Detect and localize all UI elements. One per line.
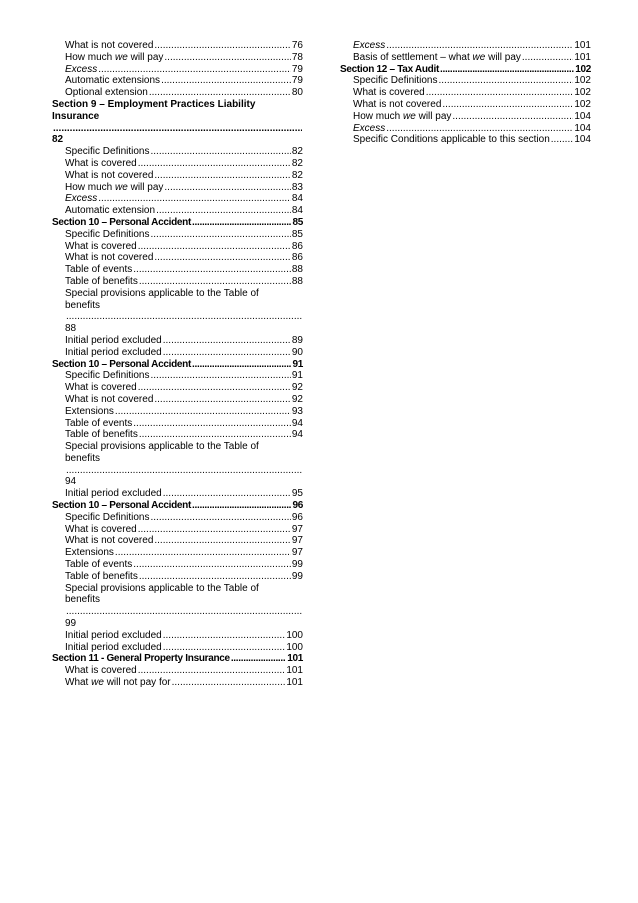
toc-entry [52,52,303,64]
toc-entry-title [65,52,163,64]
title-text: What is covered [65,382,137,394]
title-text: What is covered [65,157,137,169]
toc-entry [52,193,303,205]
toc-entry [52,488,303,500]
toc-entry-title [65,146,149,158]
title-text: What is not covered [65,40,154,51]
dot-leader [154,535,291,547]
dot-leader [98,64,291,76]
toc-entry-title [353,123,385,135]
toc-section-heading [340,64,591,76]
toc-entry-title [65,677,171,689]
title-text: Extensions [65,405,114,417]
title-text: What is not covered [65,169,154,181]
toc-entry-title [65,535,153,547]
toc-entry-title [65,429,138,441]
toc-entry-title [65,524,137,536]
dot-leader [53,123,302,135]
toc-entry-title [65,64,97,76]
title-text: Table of events [65,264,133,276]
toc-entry [52,429,303,441]
page-number: 84 [291,193,303,205]
title-text: Table of benefits [65,275,138,287]
title-text: How much [65,181,116,193]
title-text: Specific Definitions [65,146,150,158]
toc-entry-title [65,193,97,205]
italic-text: we [115,51,128,63]
title-text: Initial period excluded [65,488,162,500]
title-text: Initial period excluded [65,334,162,346]
dot-leader [161,75,291,87]
page-number: 95 [291,488,303,500]
dot-leader [138,665,286,677]
title-text: Initial period excluded [65,346,162,358]
toc-column-left [52,40,303,689]
page-number: 104 [574,122,591,134]
toc-entry-title-line1: Special provisions applicable to the Table of [65,582,259,594]
dot-leader [163,642,286,654]
page-number: 91 [291,370,303,382]
title-text: Initial period excluded [65,641,162,653]
page-number: 83 [291,181,303,193]
toc-entry-title [65,347,162,359]
toc-entry-title [65,229,149,241]
page-number: 80 [291,87,303,99]
dot-leader [164,52,290,64]
toc-entry [52,252,303,264]
page-number: 101 [287,653,303,665]
toc-entry [52,347,303,359]
toc-entry [52,182,303,194]
toc-entry [52,418,303,430]
dot-leader [139,571,291,583]
dot-leader [163,347,291,359]
toc-entry [340,52,591,64]
dot-leader [163,488,291,500]
page-number: 104 [574,134,591,146]
toc-entry-title [65,158,137,170]
toc-entry [52,40,303,52]
toc-entry [52,241,303,253]
toc-entry-title [52,653,230,665]
toc-entry-title [353,111,451,123]
toc-entry [52,630,303,642]
dot-leader [138,241,291,253]
toc-entry-title [65,87,148,99]
toc-entry-title-line2: benefits [65,594,101,606]
page-number: 100 [286,629,303,641]
toc-entry [52,677,303,689]
toc-entry-title [65,182,163,194]
dot-leader [452,111,573,123]
dot-leader [133,264,291,276]
toc-entry [52,642,303,654]
dot-leader [150,229,290,241]
toc-entry [52,665,303,677]
dot-leader [438,75,573,87]
toc-entry-title [353,75,437,87]
toc-entry-title-line2: benefits [65,452,101,464]
page-number: 82 [291,157,303,169]
toc-entry-title [65,205,155,217]
toc-entry-title [65,406,114,418]
toc-entry [52,288,303,335]
title-text: What is not covered [353,98,442,110]
toc-entry [52,441,303,488]
page-number: 88 [65,323,77,335]
italic-text: Excess [353,40,386,51]
toc-entry-title [65,370,149,382]
toc-section-heading [52,359,303,371]
toc-entry-title [353,52,521,64]
dot-leader [66,606,302,618]
toc-entry-title [65,264,132,276]
dot-leader [139,429,291,441]
toc-entry-title [353,99,441,111]
toc-entry-title-line1: Section 9 – Employment Practices Liability [52,98,256,110]
page-number: 102 [574,75,591,87]
dot-leader [139,276,291,288]
toc-entry [52,524,303,536]
italic-text: Excess [65,63,98,75]
toc-entry [52,75,303,87]
title-text: will not pay for [103,677,171,689]
page-number: 94 [291,417,303,429]
title-text: Specific Definitions [353,75,438,87]
title-text: Initial period excluded [65,629,162,641]
toc-entry [52,394,303,406]
toc-entry [52,583,303,630]
title-text: Automatic extensions [65,75,161,87]
toc-entry [52,146,303,158]
toc-entry [52,264,303,276]
page-number: 84 [291,205,303,217]
dot-leader [163,630,286,642]
page-number: 99 [65,618,77,630]
page-number: 79 [291,63,303,75]
page-number: 94 [65,476,77,488]
title-text: Automatic extension [65,205,156,217]
page-number: 79 [291,75,303,87]
dot-leader [231,653,286,665]
page-number: 102 [574,87,591,99]
toc-entry [52,229,303,241]
dot-leader [115,406,291,418]
title-text: What is not covered [65,535,154,547]
toc-entry-title [353,40,385,52]
toc-entry-title [52,500,191,512]
italic-text: we [403,110,416,122]
toc-column-right [340,40,591,146]
page-number: 91 [292,358,303,370]
dot-leader [150,370,290,382]
italic-text: we [115,181,128,193]
toc-entry [340,134,591,146]
italic-text: Excess [65,193,98,205]
toc-entry-title [65,170,153,182]
page-number: 93 [291,405,303,417]
title-text: will pay [415,110,452,122]
title-text: Section 10 – Personal Accident [52,358,192,370]
page-number: 90 [291,346,303,358]
title-text: Table of events [65,417,133,429]
toc-entry-title [65,642,162,654]
title-text: Optional extension [65,87,148,99]
toc-entry [340,87,591,99]
title-text: What [65,677,92,689]
page-number: 82 [291,146,303,158]
dot-leader [154,40,291,52]
toc-entry-title [65,665,137,677]
toc-entry-title [65,418,132,430]
page-number: 96 [292,500,303,512]
page-number: 88 [291,275,303,287]
title-text: Basis of settlement – what [353,51,473,63]
toc-entry [340,75,591,87]
toc-entry-title [65,559,132,571]
title-text: How much [65,51,116,63]
page-number: 96 [291,511,303,523]
page-number: 85 [292,216,303,228]
dot-leader [386,123,573,135]
toc-entry-title-line1: Special provisions applicable to the Table of [65,441,259,453]
page-number: 97 [291,547,303,559]
toc-entry [52,547,303,559]
title-text: Table of events [65,559,133,571]
title-text: What is covered [65,665,137,677]
page-number: 97 [291,523,303,535]
dot-leader [440,64,574,76]
title-text: Section 11 - General Property Insurance [52,653,230,665]
title-text: Specific Conditions applicable to this section [353,134,550,146]
toc-entry-title [65,382,137,394]
toc-entry-title [65,40,153,52]
title-text: Section 10 – Personal Accident [52,500,192,512]
toc-section-heading [52,500,303,512]
page-number: 100 [286,641,303,653]
toc-entry-title [65,488,162,500]
dot-leader [133,559,291,571]
page-number: 101 [286,665,303,677]
toc-entry-title [65,335,162,347]
dot-leader [163,335,291,347]
page-number: 94 [291,429,303,441]
dot-leader [154,170,291,182]
dot-leader [98,193,291,205]
dot-leader [154,252,291,264]
page-number: 92 [291,393,303,405]
toc-section-heading [52,99,303,146]
page-number: 86 [291,252,303,264]
dot-leader [150,146,290,158]
dot-leader [551,134,574,146]
title-text: will pay [127,181,164,193]
title-text: Specific Definitions [65,228,150,240]
dot-leader [164,182,290,194]
title-text: What is not covered [65,393,154,405]
toc-entry-title [65,571,138,583]
toc-entry-title [65,252,153,264]
page-number: 97 [291,535,303,547]
title-text: Section 12 – Tax Audit [340,63,439,75]
page-number: 99 [291,559,303,571]
dot-leader [66,311,302,323]
page-number: 101 [574,40,591,51]
toc-entry [52,406,303,418]
dot-leader [426,87,574,99]
page-number: 101 [574,51,591,63]
toc-entry [52,170,303,182]
toc-entry [52,370,303,382]
toc-entry-title [52,359,191,371]
title-text: How much [353,110,404,122]
dot-leader [150,512,290,524]
toc-entry [52,382,303,394]
toc-entry-title [65,512,149,524]
toc-entry-title [65,630,162,642]
page-number: 102 [574,98,591,110]
page-number: 85 [291,228,303,240]
title-text: will pay [127,51,164,63]
dot-leader [66,465,302,477]
page-number: 88 [291,264,303,276]
toc-entry [340,40,591,52]
toc-entry-title [65,241,137,253]
toc-entry [52,158,303,170]
toc-entry [340,99,591,111]
title-text: What is covered [353,87,425,99]
italic-text: we [472,51,486,63]
title-text: What is covered [65,240,137,252]
toc-entry [52,276,303,288]
dot-leader [133,418,291,430]
title-text: Specific Definitions [65,370,150,382]
title-text: Section 10 – Personal Accident [52,216,192,228]
title-text: Extensions [65,547,114,559]
toc-entry [52,87,303,99]
title-text: will pay [485,51,521,63]
toc-entry-title [52,217,191,229]
dot-leader [154,394,291,406]
dot-leader [192,359,291,371]
page-number: 101 [286,677,303,689]
toc-section-heading [52,653,303,665]
title-text: What is covered [65,523,137,535]
toc-entry [52,335,303,347]
dot-leader [138,382,291,394]
page-number: 76 [291,40,303,51]
dot-leader [138,524,291,536]
page-number: 104 [574,110,591,122]
title-text: What is not covered [65,252,154,264]
dot-leader [172,677,286,689]
toc-entry [340,111,591,123]
title-text: Table of benefits [65,429,138,441]
toc-entry [52,512,303,524]
page-number: 78 [291,51,303,63]
dot-leader [442,99,573,111]
page-number: 92 [291,382,303,394]
dot-leader [386,40,573,52]
title-text: Specific Definitions [65,511,150,523]
toc-entry [52,64,303,76]
toc-entry-title-line2: benefits [65,299,101,311]
toc-entry-title [353,87,425,99]
dot-leader [115,547,291,559]
dot-leader [192,500,291,512]
italic-text: Excess [353,122,386,134]
page-number: 86 [291,240,303,252]
page-number: 82 [52,134,64,146]
title-text: Table of benefits [65,570,138,582]
dot-leader [192,217,291,229]
toc-entry-title [65,394,153,406]
dot-leader [156,205,291,217]
toc-entry-title [65,276,138,288]
dot-leader [522,52,573,64]
toc-entry [52,535,303,547]
page-number: 82 [291,169,303,181]
toc-entry [52,571,303,583]
page-number: 102 [575,63,591,75]
page-number: 99 [291,570,303,582]
italic-text: we [91,677,104,689]
dot-leader [138,158,291,170]
toc-entry [52,559,303,571]
toc-entry-title [340,64,439,76]
toc-entry-title [65,75,160,87]
page-number: 89 [291,334,303,346]
toc-entry [340,123,591,135]
toc-entry-title-line2: Insurance [52,110,100,122]
toc-entry-title [353,134,550,146]
dot-leader [149,87,291,99]
toc-entry-title [65,547,114,559]
toc-entry [52,205,303,217]
toc-section-heading [52,217,303,229]
toc-entry-title-line1: Special provisions applicable to the Table of [65,287,259,299]
